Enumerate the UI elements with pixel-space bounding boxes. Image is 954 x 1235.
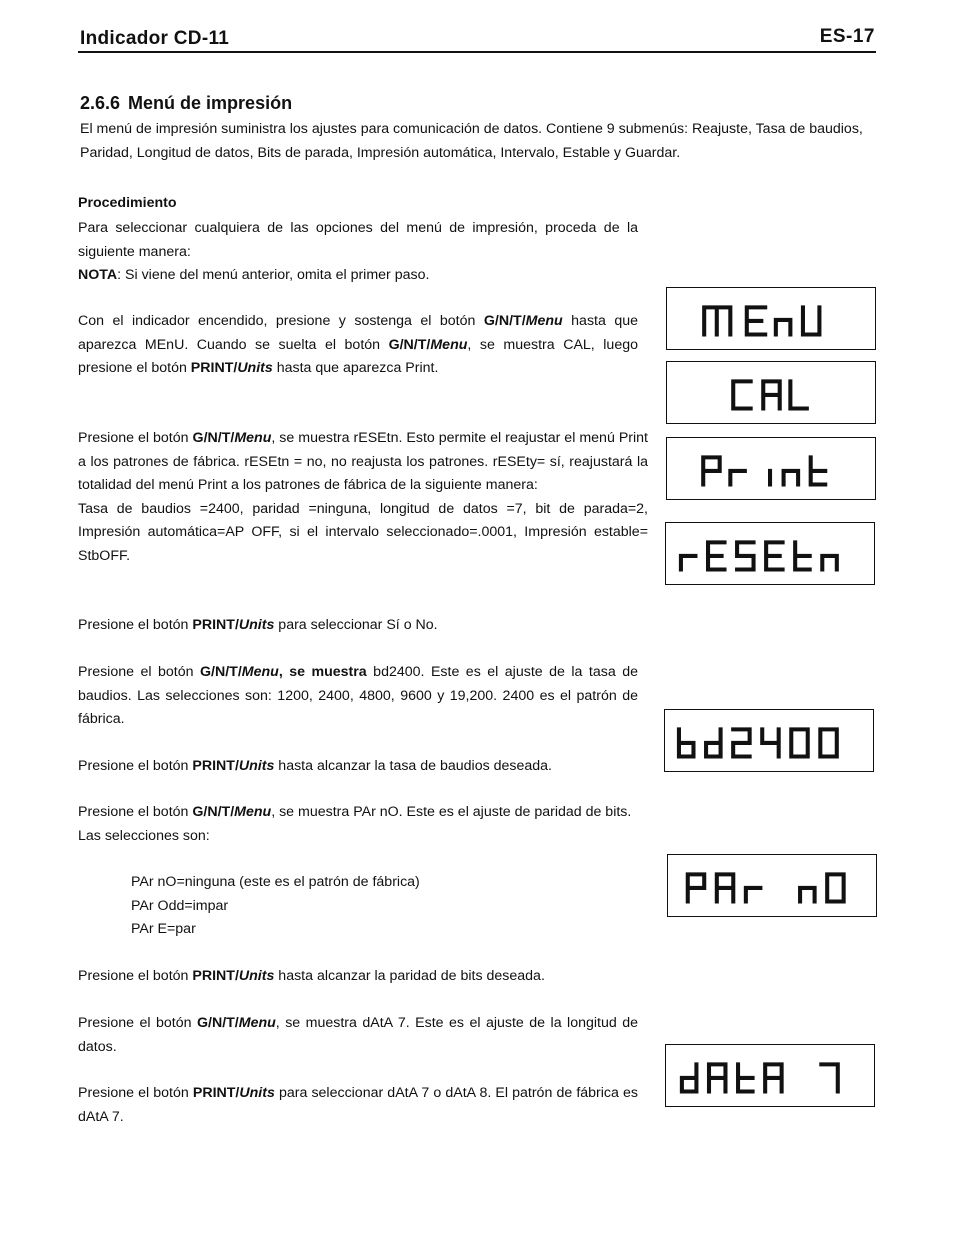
lcd-segments <box>666 1045 874 1106</box>
button-ref-b: Menu <box>525 313 563 329</box>
step-text: Presione el botón <box>78 968 193 984</box>
button-ref-b: Menu <box>430 336 468 353</box>
section-heading <box>80 93 292 114</box>
lcd-display-baud <box>664 709 874 772</box>
step-baud-paragraph <box>78 661 638 732</box>
bold-text: , se muestra <box>278 664 367 680</box>
step-menu-paragraph <box>78 310 638 381</box>
header-title: Indicador CD-11 <box>80 28 230 49</box>
parity-option: PAr nO=ninguna (este es el patrón de fábrica) <box>131 874 420 890</box>
step-text: Presione el botón <box>78 430 193 446</box>
print-button-ref <box>192 758 274 774</box>
step-text: , se muestra PAr nO. Este es el ajuste de paridad de bits. <box>271 804 632 820</box>
lcd-display-reset <box>665 522 875 585</box>
lcd-segments <box>667 438 875 499</box>
button-ref-a: G/N/T/ <box>483 313 526 329</box>
lcd-display-cal <box>666 361 876 424</box>
step-data-paragraph <box>78 1012 638 1059</box>
parity-option: PAr Odd=impar <box>131 898 229 914</box>
note-text: : Si viene del menú anterior, omita el primer paso. <box>117 267 430 283</box>
step-reset-paragraph <box>78 427 648 568</box>
step-text: hasta alcanzar la paridad de bits deseada. <box>274 968 545 984</box>
print-button-ref <box>192 968 274 984</box>
lcd-segments <box>666 523 874 584</box>
lcd-display-data <box>665 1044 875 1107</box>
procedure-heading: Procedimiento <box>78 195 177 211</box>
menu-button-ref <box>200 664 367 680</box>
step-text: Presione el botón <box>78 758 193 774</box>
button-ref-b: Menu <box>234 804 272 820</box>
page-number: ES-17 <box>819 26 875 47</box>
button-ref-b: Menu <box>238 1015 276 1031</box>
menu-button-ref <box>192 804 271 820</box>
step-text: Presione el botón <box>78 804 193 820</box>
button-ref-a: PRINT/ <box>190 360 238 376</box>
button-ref-b: Menu <box>241 664 279 680</box>
menu-button-ref <box>197 1015 276 1031</box>
step-parity-paragraph <box>78 801 638 848</box>
menu-button-ref <box>193 430 272 446</box>
lcd-display-parity <box>667 854 877 917</box>
print-button-ref <box>193 1085 275 1101</box>
button-ref-a: PRINT/ <box>192 1085 240 1101</box>
step-text: Presione el botón <box>78 1015 197 1031</box>
header-rule <box>78 51 876 53</box>
lcd-segments <box>665 710 873 771</box>
button-ref-b: Units <box>238 968 275 984</box>
lcd-segments <box>667 288 875 349</box>
menu-button-ref <box>484 313 563 329</box>
button-ref-a: G/N/T/ <box>388 336 431 353</box>
step-parity-select-paragraph <box>78 965 638 989</box>
button-ref-a: PRINT/ <box>192 617 239 633</box>
section-intro: El menú de impresión suministra los ajustes para comunicación de datos. Contiene 9 submenús: Reajuste, Tasa de baudios, Paridad, Longitud de datos, Bits de parada, Impresión automática, Intervalo, Estable y Guardar. <box>80 121 863 161</box>
button-ref-b: Menu <box>234 430 272 446</box>
lcd-display-print <box>666 437 876 500</box>
step-text: para seleccionar dAtA 7 o dAtA 8. El patrón de fábrica es dAtA 7. <box>78 1085 638 1125</box>
step-text: , se muestra dAtA 7. Este es el ajuste de la longitud de datos. <box>78 1015 639 1055</box>
step-text: para seleccionar Sí o No. <box>274 617 438 633</box>
print-button-ref <box>192 617 274 633</box>
button-ref-a: G/N/T/ <box>196 1015 239 1031</box>
button-ref-a: PRINT/ <box>192 968 239 984</box>
step-text: , se muestra rESEtn. Esto permite el reajustar el menú Print a los patrones de fábrica. rESEtn = no, no reajusta los patrones. rESEty= sí, reajustará la totalidad del menú Print a los patrones de fábrica de la siguiente manera: <box>78 430 648 493</box>
note-label: NOTA <box>78 267 118 283</box>
step-text: hasta que aparezca MEnU. Cuando se suelta el botón <box>78 313 639 353</box>
button-ref-a: PRINT/ <box>192 758 239 774</box>
procedure-intro: Para seleccionar cualquiera de las opciones del menú de impresión, proceda de la siguiente manera: <box>78 220 638 260</box>
section-number: 2.6.6 <box>80 93 121 113</box>
lcd-segments <box>667 362 875 423</box>
step-text: hasta que aparezca Print. <box>272 360 439 376</box>
note-paragraph <box>78 264 638 288</box>
step-text: Presione el botón <box>78 1085 193 1101</box>
step-text: Presione el botón <box>78 664 200 680</box>
button-ref-a: G/N/T/ <box>192 804 235 820</box>
step-baud-select-paragraph <box>78 755 638 779</box>
section-title: Menú de impresión <box>128 93 293 113</box>
lcd-display-menu <box>666 287 876 350</box>
button-ref-b: Units <box>239 1085 275 1101</box>
button-ref-b: Units <box>238 617 275 633</box>
menu-button-ref <box>389 337 468 353</box>
button-ref-b: Units <box>238 758 275 774</box>
print-button-ref <box>191 360 273 376</box>
step-text: , se muestra CAL, luego presione el botón <box>78 336 638 376</box>
parity-option: PAr E=par <box>131 921 196 937</box>
button-ref-a: G/N/T/ <box>192 430 235 446</box>
reset-defaults-text: Tasa de baudios =2400, paridad =ninguna, longitud de datos =7, bit de parada=2, Impresión automática=AP OFF, si el intervalo seleccionado=.0001, Impresión estable= StbOFF. <box>78 500 648 564</box>
step-text: Con el indicador encendido, presione y sostenga el botón <box>78 313 484 329</box>
selections-label: Las selecciones son: <box>78 827 210 844</box>
step-text: hasta alcanzar la tasa de baudios deseada. <box>274 758 552 774</box>
button-ref-a: G/N/T/ <box>199 664 242 680</box>
step-text: bd2400. Este es el ajuste de la tasa de baudios. Las selecciones son: 1200, 2400, 4800, 9600 y 19,200. 2400 es el patrón de fábrica. <box>78 664 638 727</box>
step-select-paragraph <box>78 614 638 638</box>
step-text: Presione el botón <box>78 617 193 633</box>
button-ref-b: Units <box>237 360 273 376</box>
lcd-segments <box>668 855 876 916</box>
step-data-select-paragraph <box>78 1082 638 1129</box>
